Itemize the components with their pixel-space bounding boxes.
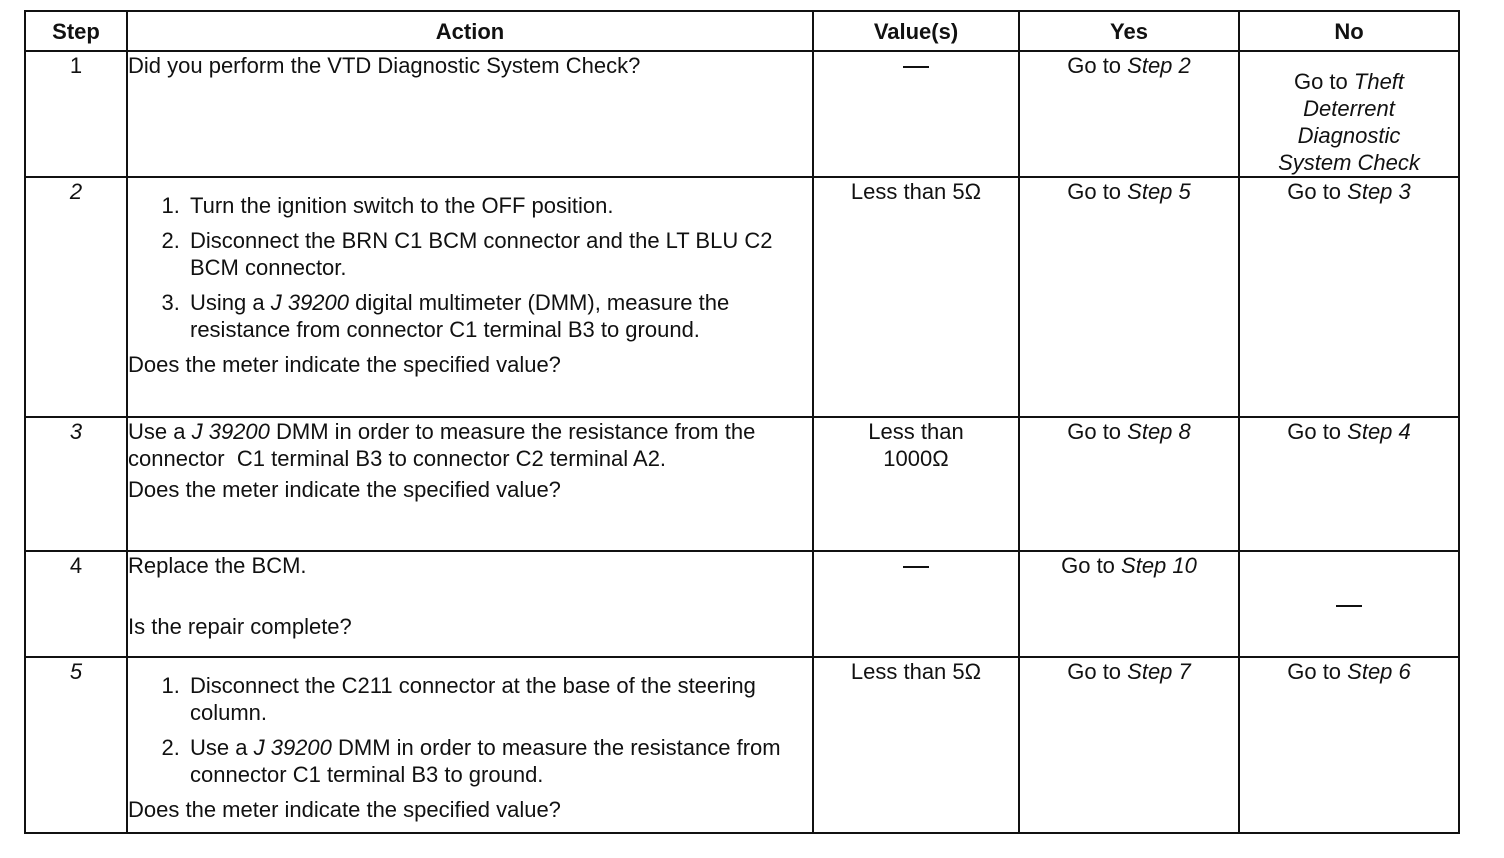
diagnostic-table bbox=[24, 10, 1460, 834]
action-text: Did you perform the VTD Diagnostic System Check? bbox=[128, 53, 641, 78]
dash-mark bbox=[1336, 605, 1362, 607]
procedure-ref: Deterrent bbox=[1303, 96, 1395, 121]
header-yes: Yes bbox=[1019, 11, 1239, 51]
tool-ref: J 39200 bbox=[253, 735, 332, 760]
substep-list bbox=[128, 672, 812, 788]
step-ref: Step 8 bbox=[1127, 419, 1191, 444]
header-step: Step bbox=[25, 11, 127, 51]
yes-cell bbox=[1019, 177, 1239, 417]
yes-cell bbox=[1019, 551, 1239, 657]
step-ref: Step 3 bbox=[1347, 179, 1411, 204]
action-cell bbox=[127, 177, 813, 417]
yes-cell bbox=[1019, 417, 1239, 551]
value-cell: Less than 5Ω bbox=[813, 177, 1019, 417]
action-cell bbox=[127, 657, 813, 833]
tool-ref: J 39200 bbox=[270, 290, 350, 315]
yes-cell bbox=[1019, 657, 1239, 833]
action-text-part: Use a bbox=[128, 419, 192, 444]
table-row bbox=[25, 417, 1459, 551]
action-text bbox=[128, 418, 812, 472]
goto-prefix: Go to bbox=[1067, 179, 1128, 204]
question-text: Does the meter indicate the specified value? bbox=[128, 477, 561, 502]
action-cell bbox=[127, 417, 813, 551]
value-cell bbox=[813, 51, 1019, 177]
action-text: Replace the BCM. bbox=[128, 553, 307, 578]
tool-ref: J 39200 bbox=[191, 419, 270, 444]
question-text: Does the meter indicate the specified value? bbox=[128, 352, 561, 377]
step-number: 5 bbox=[25, 657, 127, 833]
goto-prefix: Go to bbox=[1287, 659, 1348, 684]
header-row bbox=[25, 11, 1459, 51]
step-number: 2 bbox=[25, 177, 127, 417]
header-action: Action bbox=[127, 11, 813, 51]
substep-text: Use a bbox=[190, 735, 254, 760]
step-number: 1 bbox=[25, 51, 127, 177]
table-row bbox=[25, 177, 1459, 417]
dash-mark bbox=[903, 66, 929, 68]
table-row bbox=[25, 551, 1459, 657]
step-ref: Step 5 bbox=[1127, 179, 1191, 204]
substep-text: DMM in order to measure the resistance from connector C1 terminal B3 to ground. bbox=[190, 735, 781, 787]
question-text: Is the repair complete? bbox=[128, 614, 352, 639]
goto-prefix: Go to bbox=[1067, 659, 1128, 684]
yes-cell bbox=[1019, 51, 1239, 177]
value-cell bbox=[813, 551, 1019, 657]
value-line: Less than bbox=[868, 419, 964, 444]
step-ref: Step 6 bbox=[1347, 659, 1411, 684]
dash-mark bbox=[903, 566, 929, 568]
step-ref: Step 4 bbox=[1347, 419, 1411, 444]
substep: 1. Disconnect the C211 connector at the base of the steering column. bbox=[186, 672, 812, 726]
goto-prefix: Go to bbox=[1287, 179, 1348, 204]
value-line: 1000Ω bbox=[883, 446, 949, 471]
value-cell: Less than 5Ω bbox=[813, 657, 1019, 833]
substep: 1. Turn the ignition switch to the OFF position. bbox=[186, 192, 812, 219]
table-row bbox=[25, 51, 1459, 177]
value-cell bbox=[813, 417, 1019, 551]
no-cell bbox=[1239, 657, 1459, 833]
action-cell bbox=[127, 551, 813, 657]
no-cell bbox=[1239, 51, 1459, 177]
goto-prefix: Go to bbox=[1067, 419, 1128, 444]
step-ref: Step 2 bbox=[1127, 53, 1191, 78]
table-row bbox=[25, 657, 1459, 833]
step-ref: Step 7 bbox=[1127, 659, 1191, 684]
goto-prefix: Go to bbox=[1293, 69, 1354, 94]
substep: 2. Disconnect the BRN C1 BCM connector and the LT BLU C2 BCM connector. bbox=[186, 227, 812, 281]
goto-prefix: Go to bbox=[1061, 553, 1122, 578]
goto-prefix: Go to bbox=[1287, 419, 1348, 444]
no-cell bbox=[1239, 551, 1459, 657]
no-cell bbox=[1239, 417, 1459, 551]
substep bbox=[186, 289, 812, 343]
substep-text: Using a bbox=[190, 290, 271, 315]
header-values: Value(s) bbox=[813, 11, 1019, 51]
action-text-part: DMM in order to measure the resistance from the connector C1 terminal B3 to connector C2 terminal A2. bbox=[128, 419, 762, 471]
step-number: 3 bbox=[25, 417, 127, 551]
procedure-ref: System Check bbox=[1278, 150, 1420, 175]
question-text: Does the meter indicate the specified value? bbox=[128, 797, 561, 822]
step-ref: Step 10 bbox=[1121, 553, 1197, 578]
goto-prefix: Go to bbox=[1067, 53, 1128, 78]
substep-list bbox=[128, 192, 812, 343]
header-no: No bbox=[1239, 11, 1459, 51]
procedure-ref: Diagnostic bbox=[1297, 123, 1401, 148]
action-cell bbox=[127, 51, 813, 177]
substep-text: digital multimeter (DMM), measure the resistance from connector C1 terminal B3 to ground. bbox=[190, 290, 730, 342]
no-cell bbox=[1239, 177, 1459, 417]
step-number: 4 bbox=[25, 551, 127, 657]
substep bbox=[186, 734, 812, 788]
procedure-ref: Theft bbox=[1353, 69, 1405, 94]
